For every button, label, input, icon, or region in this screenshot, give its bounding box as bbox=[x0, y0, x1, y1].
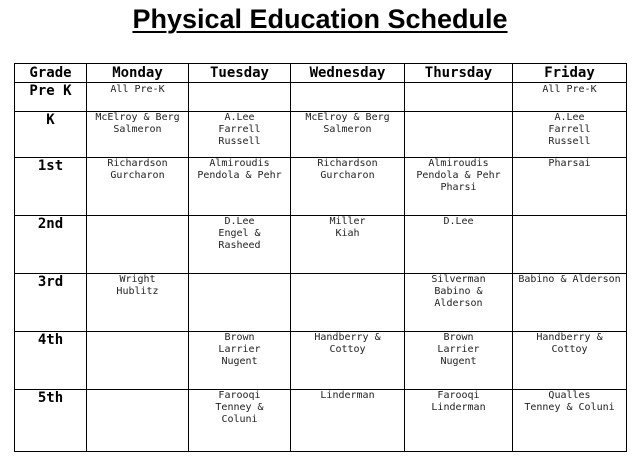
page-title-wrap bbox=[0, 4, 640, 35]
grade-label: 1st bbox=[15, 158, 87, 216]
teacher-name: Gurcharon bbox=[320, 170, 375, 181]
header-grade: Grade bbox=[15, 64, 87, 83]
teacher-name: Tenney & bbox=[215, 402, 264, 413]
schedule-cell-friday bbox=[513, 158, 627, 216]
table-row bbox=[15, 332, 627, 390]
table-row bbox=[15, 112, 627, 158]
teacher-name: McElroy & Berg bbox=[95, 112, 180, 123]
schedule-cell-thursday bbox=[405, 158, 513, 216]
teacher-name: Qualles bbox=[548, 390, 591, 401]
teacher-name: Brown bbox=[443, 332, 474, 343]
header-tuesday: Tuesday bbox=[189, 64, 291, 83]
schedule-cell-monday bbox=[87, 112, 189, 158]
teacher-name: A.Lee bbox=[224, 112, 255, 123]
teacher-name: Kiah bbox=[335, 228, 360, 239]
teacher-name: Larrier bbox=[218, 344, 261, 355]
teacher-name: Handberry & bbox=[314, 332, 381, 343]
grade-label: K bbox=[15, 112, 87, 158]
grade-label: Pre K bbox=[15, 83, 87, 112]
teacher-name: Babino & bbox=[434, 286, 483, 297]
table-row bbox=[15, 274, 627, 332]
schedule-cell-wednesday bbox=[291, 216, 405, 274]
grade-label: 4th bbox=[15, 332, 87, 390]
header-monday: Monday bbox=[87, 64, 189, 83]
grade-label: 3rd bbox=[15, 274, 87, 332]
schedule-cell-wednesday bbox=[291, 112, 405, 158]
schedule-cell-thursday bbox=[405, 112, 513, 158]
schedule-cell-friday bbox=[513, 274, 627, 332]
schedule-cell-thursday bbox=[405, 274, 513, 332]
schedule-cell-monday bbox=[87, 274, 189, 332]
schedule-cell-monday bbox=[87, 332, 189, 390]
teacher-name: Russell bbox=[218, 136, 261, 147]
teacher-name: All Pre-K bbox=[110, 84, 165, 95]
schedule-cell-tuesday bbox=[189, 83, 291, 112]
teacher-name: Nugent bbox=[221, 356, 258, 367]
teacher-name: Farrell bbox=[548, 124, 591, 135]
teacher-name: Pendola & Pehr bbox=[416, 170, 501, 181]
teacher-name: Alderson bbox=[434, 298, 483, 309]
schedule-cell-wednesday bbox=[291, 83, 405, 112]
schedule-cell-tuesday bbox=[189, 158, 291, 216]
teacher-name: Cottoy bbox=[551, 344, 588, 355]
schedule-cell-thursday bbox=[405, 390, 513, 452]
teacher-name: Hublitz bbox=[116, 286, 159, 297]
teacher-name: Engel & bbox=[218, 228, 261, 239]
schedule-cell-tuesday bbox=[189, 274, 291, 332]
teacher-name: Miller bbox=[329, 216, 366, 227]
table-row bbox=[15, 390, 627, 452]
teacher-name: All Pre-K bbox=[542, 84, 597, 95]
schedule-cell-thursday bbox=[405, 332, 513, 390]
teacher-name: Cottoy bbox=[329, 344, 366, 355]
schedule-cell-wednesday bbox=[291, 158, 405, 216]
header-wednesday: Wednesday bbox=[291, 64, 405, 83]
grade-label: 2nd bbox=[15, 216, 87, 274]
teacher-name: Wright bbox=[119, 274, 156, 285]
schedule-cell-friday bbox=[513, 332, 627, 390]
table-row bbox=[15, 216, 627, 274]
schedule-cell-friday bbox=[513, 112, 627, 158]
schedule-cell-monday bbox=[87, 83, 189, 112]
schedule-cell-friday bbox=[513, 390, 627, 452]
grade-label: 5th bbox=[15, 390, 87, 452]
teacher-name: Rasheed bbox=[218, 240, 261, 251]
header-row bbox=[15, 64, 627, 83]
table-row bbox=[15, 158, 627, 216]
teacher-name: D.Lee bbox=[224, 216, 255, 227]
teacher-name: Almiroudis bbox=[428, 158, 489, 169]
schedule-cell-tuesday bbox=[189, 390, 291, 452]
teacher-name: Handberry & bbox=[536, 332, 603, 343]
schedule-cell-friday bbox=[513, 216, 627, 274]
schedule-cell-tuesday bbox=[189, 332, 291, 390]
teacher-name: Almiroudis bbox=[209, 158, 270, 169]
schedule-cell-friday bbox=[513, 83, 627, 112]
header-friday: Friday bbox=[513, 64, 627, 83]
teacher-name: Nugent bbox=[440, 356, 477, 367]
teacher-name: Pharsi bbox=[440, 182, 477, 193]
schedule-body bbox=[15, 83, 627, 452]
schedule-cell-tuesday bbox=[189, 216, 291, 274]
teacher-name: Silverman bbox=[431, 274, 486, 285]
teacher-name: Larrier bbox=[437, 344, 480, 355]
schedule-cell-monday bbox=[87, 216, 189, 274]
schedule-cell-wednesday bbox=[291, 274, 405, 332]
teacher-name: McElroy & Berg bbox=[305, 112, 390, 123]
schedule-table bbox=[14, 63, 627, 452]
teacher-name: Richardson bbox=[107, 158, 168, 169]
schedule-cell-wednesday bbox=[291, 390, 405, 452]
teacher-name: Richardson bbox=[317, 158, 378, 169]
teacher-name: A.Lee bbox=[554, 112, 585, 123]
teacher-name: D.Lee bbox=[443, 216, 474, 227]
schedule-cell-thursday bbox=[405, 216, 513, 274]
teacher-name: Pharsai bbox=[548, 158, 591, 169]
teacher-name: Coluni bbox=[221, 414, 258, 425]
header-thursday: Thursday bbox=[405, 64, 513, 83]
schedule-cell-monday bbox=[87, 158, 189, 216]
schedule-cell-monday bbox=[87, 390, 189, 452]
teacher-name: Russell bbox=[548, 136, 591, 147]
teacher-name: Farooqi bbox=[218, 390, 261, 401]
table-row bbox=[15, 83, 627, 112]
page-title: Physical Education Schedule bbox=[132, 4, 508, 34]
teacher-name: Farooqi bbox=[437, 390, 480, 401]
schedule-cell-tuesday bbox=[189, 112, 291, 158]
teacher-name: Salmeron bbox=[323, 124, 372, 135]
teacher-name: Farrell bbox=[218, 124, 261, 135]
teacher-name: Salmeron bbox=[113, 124, 162, 135]
schedule-cell-wednesday bbox=[291, 332, 405, 390]
teacher-name: Babino & Alderson bbox=[518, 274, 621, 285]
teacher-name: Pendola & Pehr bbox=[197, 170, 282, 181]
teacher-name: Linderman bbox=[320, 390, 375, 401]
teacher-name: Gurcharon bbox=[110, 170, 165, 181]
teacher-name: Linderman bbox=[431, 402, 486, 413]
schedule-cell-thursday bbox=[405, 83, 513, 112]
teacher-name: Brown bbox=[224, 332, 255, 343]
teacher-name: Tenney & Coluni bbox=[524, 402, 615, 413]
